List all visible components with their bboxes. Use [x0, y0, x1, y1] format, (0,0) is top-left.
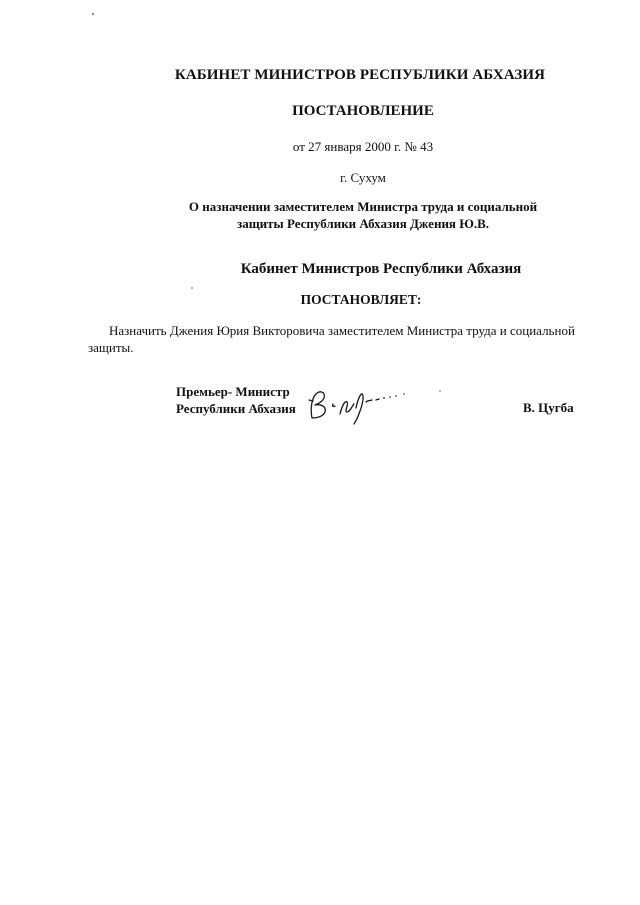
signatory-role-line-1: Премьер- Министр	[176, 384, 290, 399]
organization-title: КАБИНЕТ МИНИСТРОВ РЕСПУБЛИКИ АБХАЗИЯ	[174, 67, 546, 83]
scan-speck-2	[191, 287, 193, 289]
date-and-number: от 27 января 2000 г. № 43	[292, 139, 434, 154]
subject-heading	[0, 198, 640, 232]
city-line: г. Сухум	[340, 170, 386, 185]
signatory-name: В. Цугба	[523, 400, 574, 415]
decision-line-2: защиты.	[88, 340, 134, 355]
document-type-heading: ПОСТАНОВЛЕНИЕ	[292, 103, 434, 119]
handwritten-signature	[300, 378, 460, 428]
signatory-role-line-2: Республики Абхазия	[176, 401, 296, 416]
subject-line-1: О назначении заместителем Министра труда и социальной	[188, 199, 538, 214]
scan-speck	[92, 13, 94, 15]
signatory-role	[176, 383, 296, 417]
issuing-body: Кабинет Министров Республики Абхазия	[240, 261, 522, 277]
subject-line-2: защиты Республики Абхазия Джения Ю.В.	[236, 216, 490, 231]
decision-line-1: Назначить Джения Юрия Викторовича заместителем Министра труда и социальной	[109, 323, 575, 338]
decrees-heading: ПОСТАНОВЛЯЕТ:	[300, 292, 422, 307]
decision-text	[88, 322, 588, 356]
